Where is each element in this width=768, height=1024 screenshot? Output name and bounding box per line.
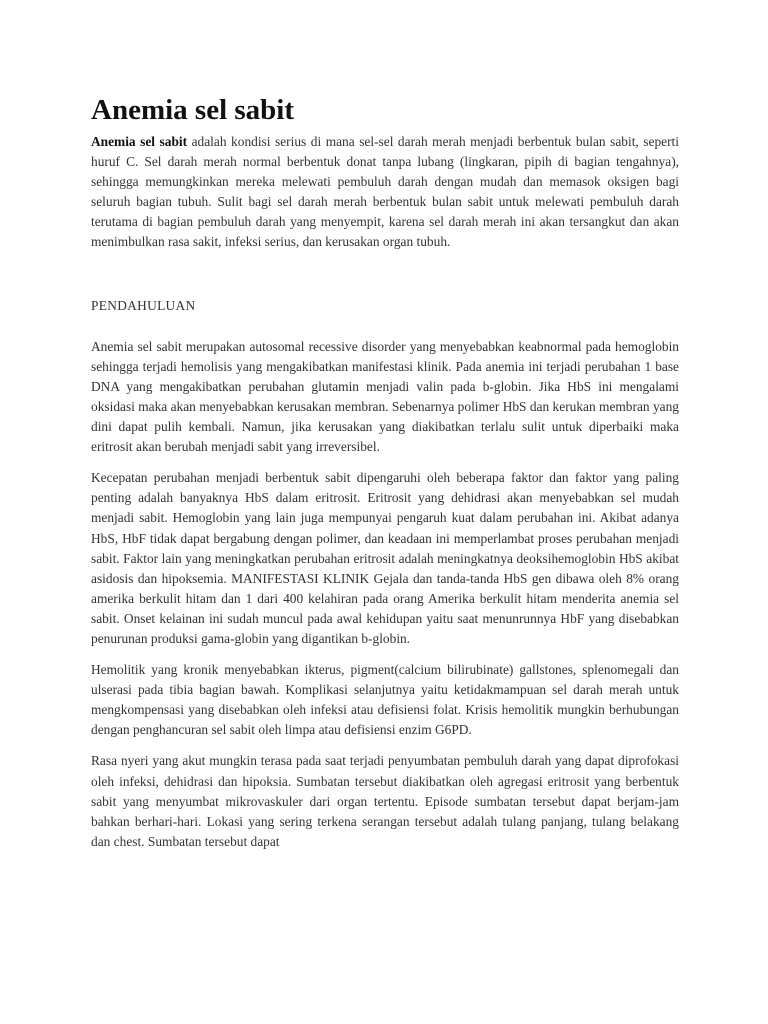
intro-paragraph [91, 132, 679, 253]
body-paragraph: Rasa nyeri yang akut mungkin terasa pada saat terjadi penyumbatan pembuluh darah yang dapat diprofokasi oleh infeksi, dehidrasi dan hipoksia. Sumbatan tersebut diakibatkan oleh agregasi eritrosit yang berbentuk sabit yang menyumbat mikrovaskuler dari organ tertentu. Episode sumbatan tersebut dapat berjam-jam bahkan berhari-hari. Lokasi yang sering terkena serangan tersebut adalah tulang panjang, tulang belakang dan chest. Sumbatan tersebut dapat [91, 753, 679, 849]
document-content [91, 92, 679, 852]
document-title: Anemia sel sabit [91, 94, 294, 126]
intro-lead-term: Anemia sel sabit [91, 134, 188, 149]
body-paragraph: Kecepatan perubahan menjadi berbentuk sabit dipengaruhi oleh beberapa faktor dan faktor yang paling penting adalah banyaknya HbS dalam eritrosit. Eritrosit yang dehidrasi akan menyebabkan sel mudah menjadi sabit. Hemoglobin yang lain juga mempunyai pengaruh kuat dalam perubahan ini. Akibat adanya HbS, HbF tidak dapat bergabung dengan polimer, dan keadaan ini memperlambat proses perubahan menjadi sabit. Faktor lain yang meningkatkan perubahan eritrosit adalah meningkatnya deoksihemoglobin HbS akibat asidosis dan hipoksemia. MANIFESTASI KLINIK Gejala dan tanda-tanda HbS gen dibawa oleh 8% orang amerika berkulit hitam dan 1 dari 400 kelahiran pada orang Amerika berkulit hitam menderita anemia sel sabit. Onset kelainan ini sudah muncul pada awal kehidupan yaitu saat menunrunnya HbF yang disebabkan penurunan produksi gama-globin yang digantikan b-globin. [91, 470, 679, 646]
body-paragraph: Hemolitik yang kronik menyebabkan ikterus, pigment(calcium bilirubinate) gallstones, splenomegali dan ulserasi pada tibia bagian bawah. Komplikasi selanjutnya yaitu ketidakmampuan sel darah merah untuk mengkompensasi yang disebabkan oleh infeksi atau defisiensi folat. Krisis hemolitik mungkin berhubungan dengan penghancuran sel sabit oleh limpa atau defisiensi enzim G6PD. [91, 662, 679, 738]
intro-text: adalah kondisi serius di mana sel-sel darah merah menjadi berbentuk bulan sabit, seperti huruf C. Sel darah merah normal berbentuk donat tanpa lubang (lingkaran, pipih di bagian tengahnya), sehingga memungkinkan mereka melewati pembuluh darah dengan mudah dan memasok oksigen bagi seluruh bagian tubuh. Sulit bagi sel darah merah berbentuk bulan sabit untuk melewati pembuluh darah terutama di bagian pembuluh darah yang menyempit, karena sel darah merah ini akan tersangkut dan akan menimbulkan rasa sakit, infeksi serius, dan kerusakan organ tubuh. [91, 134, 679, 250]
section-heading: PENDAHULUAN [91, 297, 196, 313]
body-paragraph: Anemia sel sabit merupakan autosomal recessive disorder yang menyebabkan keabnormal pada hemoglobin sehingga terjadi hemolisis yang mengakibatkan manifestasi klinik. Pada anemia ini terjadi perubahan 1 base DNA yang mengakibatkan perubahan glutamin menjadi valin pada b-globin. Jika HbS ini mengalami oksidasi maka akan menyebabkan kerusakan membran. Sebenarnya polimer HbS dan kerukan membran yang dini dapat pulih kembali. Namun, jika kerusakan yang diakibatkan terlalu sulit untuk diperbaiki maka eritrosit akan berubah menjadi sabit yang irreversibel. [91, 338, 679, 455]
